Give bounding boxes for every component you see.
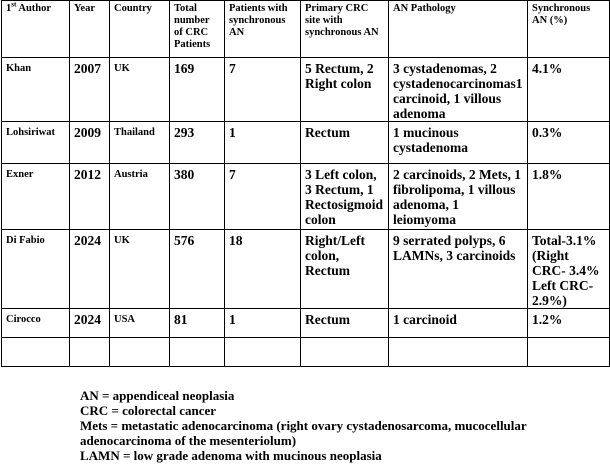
cell-patients: 1 xyxy=(225,122,301,164)
cell-patients xyxy=(225,338,301,367)
cell-patients: 7 xyxy=(225,58,301,122)
cell-total: 293 xyxy=(170,122,225,164)
header-row xyxy=(2,1,610,58)
header-total-patients: Total number of CRC Patients xyxy=(170,1,225,58)
cell-percent: 0.3% xyxy=(528,122,610,164)
cell-percent: 1.2% xyxy=(528,309,610,338)
cell-site: 3 Left colon, 3 Rectum, 1 Rectosigmoid colon xyxy=(301,164,389,230)
cell-pathology: 3 cystadenomas, 2 cystadenocarcinomas1 carcinoid, 1 villous adenoma xyxy=(389,58,528,122)
cell-pathology xyxy=(389,338,528,367)
cell-author xyxy=(2,338,70,367)
cell-country xyxy=(110,338,170,367)
header-synchronous-percent: Synchronous AN (%) xyxy=(528,1,610,58)
cell-country: Thailand xyxy=(110,122,170,164)
table-row xyxy=(2,122,610,164)
table-row xyxy=(2,309,610,338)
cell-pathology: 9 serrated polyps, 6 LAMNs, 3 carcinoids xyxy=(389,230,528,309)
legend-mets: Mets = metastatic adenocarcinoma (right ovary cystadenosarcoma, mucocellular adenocarcinoma of the mesenteriolum) xyxy=(80,418,527,448)
cell-country: UK xyxy=(110,58,170,122)
cell-patients: 1 xyxy=(225,309,301,338)
cell-country: USA xyxy=(110,309,170,338)
cell-patients: 7 xyxy=(225,164,301,230)
cell-author: Cirocco xyxy=(2,309,70,338)
header-synchronous-patients: Patients with synchronous AN xyxy=(225,1,301,58)
cell-site: Right/Left colon, Rectum xyxy=(301,230,389,309)
table-row xyxy=(2,58,610,122)
cell-year: 2024 xyxy=(70,230,110,309)
header-primary-site: Primary CRC site with synchronous AN xyxy=(301,1,389,58)
cell-pathology: 1 carcinoid xyxy=(389,309,528,338)
cell-country: UK xyxy=(110,230,170,309)
cell-percent xyxy=(528,338,610,367)
cell-year: 2012 xyxy=(70,164,110,230)
cell-author: Khan xyxy=(2,58,70,122)
cell-pathology: 2 carcinoids, 2 Mets, 1 fibrolipoma, 1 villous adenoma, 1 leiomyoma xyxy=(389,164,528,230)
cell-total xyxy=(170,338,225,367)
table-row xyxy=(2,230,610,309)
cell-author: Di Fabio xyxy=(2,230,70,309)
cell-year xyxy=(70,338,110,367)
abbreviations-legend xyxy=(80,388,600,463)
cell-year: 2024 xyxy=(70,309,110,338)
header-year: Year xyxy=(70,1,110,58)
legend-lamn: LAMN = low grade adenoma with mucinous neoplasia xyxy=(80,448,382,463)
cell-site: 5 Rectum, 2 Right colon xyxy=(301,58,389,122)
cell-year: 2009 xyxy=(70,122,110,164)
header-country: Country xyxy=(110,1,170,58)
cell-site xyxy=(301,338,389,367)
cell-total: 380 xyxy=(170,164,225,230)
cell-percent: Total-3.1% (Right CRC- 3.4% Left CRC- 2.9%) xyxy=(528,230,610,309)
studies-table xyxy=(1,0,610,367)
cell-country: Austria xyxy=(110,164,170,230)
table-row-empty xyxy=(2,338,610,367)
table-row xyxy=(2,164,610,230)
cell-percent: 4.1% xyxy=(528,58,610,122)
header-author: 1st Author xyxy=(2,1,70,58)
legend-an: AN = appendiceal neoplasia xyxy=(80,388,235,403)
cell-author: Lohsiriwat xyxy=(2,122,70,164)
cell-total: 169 xyxy=(170,58,225,122)
cell-patients: 18 xyxy=(225,230,301,309)
cell-year: 2007 xyxy=(70,58,110,122)
cell-author: Exner xyxy=(2,164,70,230)
cell-site: Rectum xyxy=(301,122,389,164)
legend-crc: CRC = colorectal cancer xyxy=(80,403,217,418)
cell-pathology: 1 mucinous cystadenoma xyxy=(389,122,528,164)
cell-site: Rectum xyxy=(301,309,389,338)
cell-percent: 1.8% xyxy=(528,164,610,230)
header-pathology: AN Pathology xyxy=(389,1,528,58)
cell-total: 576 xyxy=(170,230,225,309)
cell-total: 81 xyxy=(170,309,225,338)
